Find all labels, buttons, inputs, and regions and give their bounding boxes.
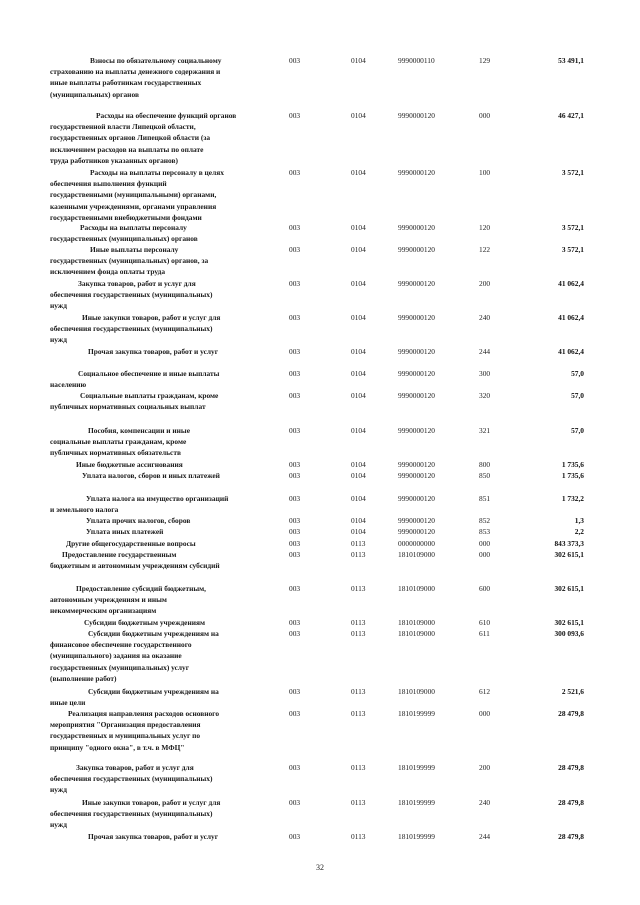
row-name-line: обеспечения государственных (муниципальных) [50, 290, 213, 300]
admin-code: 003 [289, 584, 301, 593]
admin-code: 003 [289, 391, 301, 400]
admin-code: 003 [289, 111, 301, 120]
row-name-line: принципу "одного окна", в т.ч. в МФЦ" [50, 742, 185, 752]
row-name [50, 538, 266, 549]
target-article: 1810109000 [398, 584, 435, 593]
amount: 843 373,3 [554, 539, 584, 548]
section-code: 0113 [351, 629, 366, 638]
admin-code: 003 [289, 347, 301, 356]
expense-type: 100 [479, 168, 491, 177]
row-name [50, 368, 266, 390]
row-name-line: публичных нормативных обязательств [50, 448, 181, 458]
row-name [50, 425, 266, 459]
row-name [50, 762, 266, 796]
row-name-line: Иные выплаты персоналу [90, 245, 179, 254]
table-row [0, 515, 640, 525]
target-article: 1810109000 [398, 629, 435, 638]
row-name-line: страхованию на выплаты денежного содержания и [50, 67, 221, 77]
target-article: 1810109000 [398, 687, 435, 696]
admin-code: 003 [289, 687, 301, 696]
row-name-line: Субсидии бюджетным учреждениям на [88, 629, 219, 638]
section-code: 0113 [351, 539, 366, 548]
section-code: 0113 [351, 709, 366, 718]
amount: 2,2 [574, 527, 584, 536]
expense-type: 600 [479, 584, 491, 593]
row-name-line: Субсидии бюджетным учреждениям [84, 618, 206, 627]
expense-type: 200 [479, 279, 491, 288]
row-name-line: государственными внебюджетными фондами [50, 212, 202, 222]
row-name-line: Уплата налогов, сборов и иных платежей [82, 471, 220, 480]
row-name-line: исключением фонда оплаты труда [50, 267, 166, 277]
target-article: 1810109000 [398, 550, 435, 559]
amount: 57,0 [571, 426, 584, 435]
amount: 57,0 [571, 369, 584, 378]
table-row [0, 55, 640, 99]
section-code: 0104 [351, 279, 366, 288]
row-name-line: обеспечения государственных (муниципальных) [50, 324, 213, 334]
table-row [0, 167, 640, 222]
table-row [0, 110, 640, 165]
row-name-line: Прочая закупка товаров, работ и услуг [88, 832, 219, 841]
row-name [50, 110, 266, 166]
table-row [0, 346, 640, 356]
row-name [50, 515, 266, 526]
row-name-line: Взносы по обязательному социальному [90, 56, 222, 65]
row-name [50, 549, 266, 571]
target-article: 9990000120 [398, 460, 435, 469]
admin-code: 003 [289, 279, 301, 288]
section-code: 0104 [351, 369, 366, 378]
row-name-line: государственных органов Липецкой области (за [50, 133, 211, 143]
row-name [50, 55, 266, 100]
row-name [50, 346, 266, 357]
row-name-line: исключением расходов на выплаты по оплате [50, 144, 204, 154]
row-name-line: государственных (муниципальных) органов [50, 234, 198, 244]
admin-code: 003 [289, 550, 301, 559]
section-code: 0104 [351, 223, 366, 232]
table-row [0, 425, 640, 458]
section-code: 0104 [351, 471, 366, 480]
section-code: 0104 [351, 494, 366, 503]
section-code: 0104 [351, 313, 366, 322]
section-code: 0104 [351, 426, 366, 435]
row-name [50, 628, 266, 684]
target-article: 9990000120 [398, 494, 435, 503]
row-name-line: Расходы на обеспечение функций органов [96, 111, 237, 120]
amount: 41 062,4 [558, 347, 584, 356]
row-name-line: государственной власти Липецкой области, [50, 122, 196, 132]
admin-code: 003 [289, 168, 301, 177]
expense-type: 122 [479, 245, 491, 254]
row-name [50, 390, 266, 412]
row-name-line: некоммерческим организациям [50, 606, 157, 616]
row-name-line: нужд [50, 820, 67, 830]
target-article: 9990000120 [398, 223, 435, 232]
amount: 302 615,1 [554, 618, 584, 627]
target-article: 1810199999 [398, 763, 435, 772]
row-name-line: (выполнение работ) [50, 673, 117, 683]
expense-type: 000 [479, 709, 491, 718]
target-article: 9990000120 [398, 527, 435, 536]
row-name-line: (муниципальных) органов [50, 89, 139, 99]
row-name [50, 167, 266, 223]
target-article: 9990000110 [398, 56, 435, 65]
row-name-line: обеспечения государственных (муниципальных) [50, 774, 213, 784]
amount: 2 521,6 [561, 687, 584, 696]
section-code: 0104 [351, 527, 366, 536]
expense-type: 240 [479, 798, 491, 807]
section-code: 0104 [351, 56, 366, 65]
amount: 28 479,8 [558, 709, 584, 718]
table-row [0, 549, 640, 571]
row-name-line: Реализация направления расходов основного [68, 709, 220, 718]
row-name-line: Уплата иных платежей [86, 527, 164, 536]
amount: 46 427,1 [558, 111, 584, 120]
expense-type: 851 [479, 494, 491, 503]
row-name-line: Социальное обеспечение и иные выплаты [78, 369, 220, 378]
expense-type: 120 [479, 223, 491, 232]
table-row [0, 244, 640, 277]
section-code: 0104 [351, 516, 366, 525]
expense-type: 000 [479, 550, 491, 559]
row-name-line: финансовое обеспечение государственного [50, 640, 192, 650]
expense-type: 000 [479, 111, 491, 120]
target-article: 9990000120 [398, 516, 435, 525]
section-code: 0104 [351, 347, 366, 356]
expense-type: 240 [479, 313, 491, 322]
expense-type: 200 [479, 763, 491, 772]
section-code: 0104 [351, 460, 366, 469]
table-row [0, 493, 640, 515]
table-row [0, 459, 640, 469]
target-article: 1810199999 [398, 832, 435, 841]
row-name-line: нужд [50, 301, 67, 311]
expense-type: 800 [479, 460, 491, 469]
row-name-line: населению [50, 380, 87, 390]
target-article: 9990000120 [398, 347, 435, 356]
expense-type: 612 [479, 687, 491, 696]
section-code: 0113 [351, 584, 366, 593]
row-name-line: Закупка товаров, работ и услуг для [78, 279, 196, 288]
row-name-line: Другие общегосударственные вопросы [66, 539, 196, 548]
row-name-line: труда работников указанных органов) [50, 155, 179, 165]
row-name-line: Закупка товаров, работ и услуг для [76, 763, 194, 772]
amount: 302 615,1 [554, 584, 584, 593]
amount: 1 735,6 [561, 460, 584, 469]
expense-type: 300 [479, 369, 491, 378]
target-article: 1810109000 [398, 618, 435, 627]
row-name-line: обеспечения государственных (муниципальных) [50, 809, 213, 819]
table-row [0, 368, 640, 390]
amount: 300 093,6 [554, 629, 584, 638]
admin-code: 003 [289, 223, 301, 232]
row-name-line: (муниципального) задания на оказание [50, 651, 182, 661]
row-name [50, 686, 266, 708]
table-row [0, 708, 640, 752]
admin-code: 003 [289, 709, 301, 718]
row-name-line: Расходы на выплаты персоналу [80, 223, 187, 232]
expense-type: 850 [479, 471, 491, 480]
row-name-line: Прочая закупка товаров, работ и услуг [88, 347, 219, 356]
admin-code: 003 [289, 494, 301, 503]
admin-code: 003 [289, 426, 301, 435]
row-name [50, 797, 266, 831]
table-row [0, 470, 640, 480]
table-row [0, 831, 640, 841]
amount: 3 572,1 [561, 223, 584, 232]
target-article: 9990000120 [398, 369, 435, 378]
row-name-line: государственных (муниципальных) услуг [50, 662, 190, 672]
admin-code: 003 [289, 369, 301, 378]
admin-code: 003 [289, 763, 301, 772]
table-row [0, 583, 640, 616]
admin-code: 003 [289, 539, 301, 548]
table-row [0, 278, 640, 311]
table-row [0, 538, 640, 548]
row-name-line: Уплата налога на имущество организаций [86, 494, 229, 503]
row-name-line: нужд [50, 785, 67, 795]
row-name-line: государственных (муниципальных) органов, за [50, 256, 209, 266]
admin-code: 003 [289, 245, 301, 254]
section-code: 0113 [351, 798, 366, 807]
admin-code: 003 [289, 516, 301, 525]
target-article: 9990000120 [398, 111, 435, 120]
table-row [0, 312, 640, 345]
expense-type: 853 [479, 527, 491, 536]
amount: 3 572,1 [561, 245, 584, 254]
row-name-line: Предоставление субсидий бюджетным, [76, 584, 206, 593]
admin-code: 003 [289, 527, 301, 536]
expense-type: 000 [479, 539, 491, 548]
amount: 3 572,1 [561, 168, 584, 177]
amount: 1 732,2 [561, 494, 584, 503]
row-name-line: публичных нормативных социальных выплат [50, 402, 206, 412]
section-code: 0113 [351, 550, 366, 559]
target-article: 9990000120 [398, 313, 435, 322]
section-code: 0104 [351, 245, 366, 254]
row-name-line: нужд [50, 335, 67, 345]
amount: 302 615,1 [554, 550, 584, 559]
admin-code: 003 [289, 629, 301, 638]
row-name-line: Иные закупки товаров, работ и услуг для [82, 313, 221, 322]
row-name-line: Расходы на выплаты персоналу в целях [90, 168, 224, 177]
row-name-line: и земельного налога [50, 505, 119, 515]
section-code: 0104 [351, 111, 366, 120]
target-article: 9990000120 [398, 245, 435, 254]
table-row [0, 686, 640, 708]
table-row [0, 390, 640, 412]
row-name-line: Уплата прочих налогов, сборов [86, 516, 191, 525]
row-name [50, 312, 266, 346]
amount: 53 491,1 [558, 56, 584, 65]
target-article: 1810199999 [398, 709, 435, 718]
amount: 41 062,4 [558, 313, 584, 322]
row-name-line: социальные выплаты гражданам, кроме [50, 437, 187, 447]
admin-code: 003 [289, 832, 301, 841]
row-name [50, 831, 266, 842]
table-row [0, 526, 640, 536]
row-name [50, 583, 266, 617]
row-name [50, 278, 266, 312]
row-name-line: обеспечения выполнения функций [50, 179, 167, 189]
amount: 41 062,4 [558, 279, 584, 288]
target-article: 9990000120 [398, 471, 435, 480]
row-name-line: Предоставление государственным [62, 550, 177, 559]
row-name [50, 244, 266, 278]
expense-type: 321 [479, 426, 491, 435]
row-name [50, 222, 266, 244]
expense-type: 610 [479, 618, 491, 627]
section-code: 0113 [351, 832, 366, 841]
target-article: 1810199999 [398, 798, 435, 807]
expense-type: 129 [479, 56, 491, 65]
target-article: 9990000120 [398, 279, 435, 288]
row-name-line: Социальные выплаты гражданам, кроме [80, 391, 219, 400]
row-name [50, 470, 266, 481]
section-code: 0104 [351, 391, 366, 400]
row-name-line: автономным учреждениям и иным [50, 595, 167, 605]
row-name-line: иные выплаты работникам государственных [50, 78, 202, 88]
row-name [50, 526, 266, 537]
expense-type: 244 [479, 347, 491, 356]
row-name-line: Субсидии бюджетным учреждениям на [88, 687, 219, 696]
amount: 28 479,8 [558, 763, 584, 772]
row-name-line: казенными учреждениями, органами управления [50, 201, 217, 211]
row-name-line: Пособия, компенсации и иные [88, 426, 190, 435]
amount: 28 479,8 [558, 798, 584, 807]
target-article: 9990000120 [398, 426, 435, 435]
row-name [50, 617, 266, 628]
admin-code: 003 [289, 471, 301, 480]
row-name [50, 493, 266, 515]
target-article: 9990000120 [398, 391, 435, 400]
admin-code: 003 [289, 313, 301, 322]
amount: 28 479,8 [558, 832, 584, 841]
admin-code: 003 [289, 56, 301, 65]
admin-code: 003 [289, 460, 301, 469]
table-row [0, 628, 640, 683]
page-number: 32 [316, 863, 324, 872]
row-name [50, 459, 266, 470]
row-name-line: государственными (муниципальными) органами, [50, 190, 217, 200]
table-row [0, 222, 640, 244]
table-row [0, 797, 640, 830]
row-name-line: Иные бюджетные ассигнования [76, 460, 183, 469]
table-row [0, 762, 640, 795]
row-name-line: мероприятия "Организация предоставления [50, 720, 201, 730]
admin-code: 003 [289, 618, 301, 627]
section-code: 0104 [351, 168, 366, 177]
row-name-line: государственных и муниципальных услуг по [50, 731, 201, 741]
amount: 1,3 [574, 516, 584, 525]
expense-type: 244 [479, 832, 491, 841]
amount: 57,0 [571, 391, 584, 400]
target-article: 0000000000 [398, 539, 435, 548]
section-code: 0113 [351, 763, 366, 772]
row-name [50, 708, 266, 753]
section-code: 0113 [351, 687, 366, 696]
expense-type: 320 [479, 391, 491, 400]
row-name-line: Иные закупки товаров, работ и услуг для [82, 798, 221, 807]
admin-code: 003 [289, 798, 301, 807]
section-code: 0113 [351, 618, 366, 627]
target-article: 9990000120 [398, 168, 435, 177]
table-row [0, 617, 640, 627]
expense-type: 852 [479, 516, 491, 525]
expense-type: 611 [479, 629, 490, 638]
amount: 1 735,6 [561, 471, 584, 480]
row-name-line: бюджетным и автономным учреждениям субсидий [50, 561, 220, 571]
row-name-line: иные цели [50, 698, 86, 708]
